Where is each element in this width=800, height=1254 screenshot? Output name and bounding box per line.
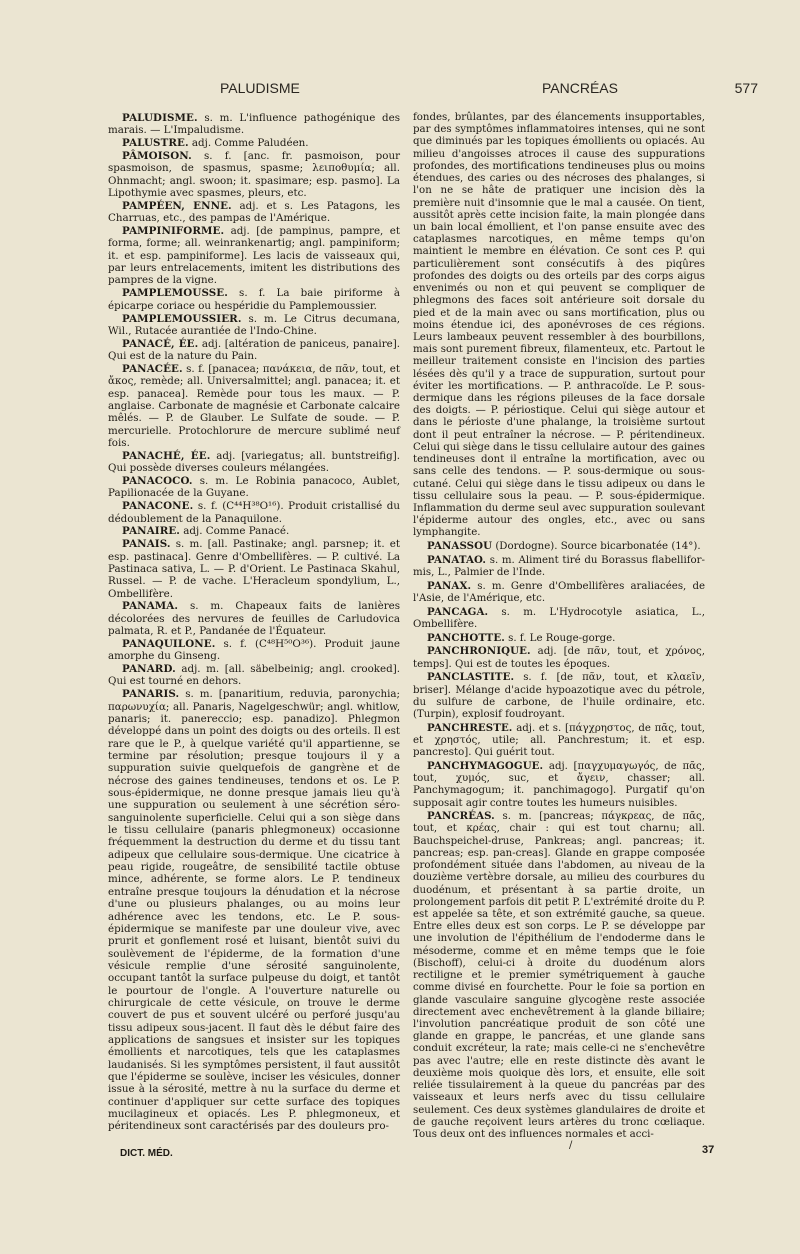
entry-text: s. m. Le Robinia panacoco, Aublet, Papilionacée de la Guyane.: [108, 474, 400, 500]
dictionary-entry: [108, 137, 400, 149]
entry-text: s. m. L'Hydrocotyle asiatica, L., Ombellifère.: [413, 606, 705, 630]
running-header: [100, 78, 760, 100]
dictionary-entry: [108, 663, 400, 688]
entry-text: adj. et s. Les Patagons, les Charruas, etc., des pampas de l'Amérique.: [108, 199, 400, 225]
entry-text: adj. et s. [πάγχρηστος, de πᾶς, tout, et χρηστός, utile; all. Panchrestum; it. et esp. pancresto]. Qui guérit tout.: [413, 722, 705, 759]
dictionary-entry: [108, 600, 400, 637]
dictionary-entry: [413, 671, 705, 721]
header-right-word: PANCRÉAS: [542, 80, 618, 96]
right-column: [413, 112, 705, 1142]
entry-headword: PANAIS.: [122, 538, 171, 551]
entry-headword: PANACOCO.: [122, 474, 193, 487]
dictionary-entry: [413, 540, 705, 553]
entry-text: s. m. [all. Pastinake; angl. parsnep; it. et esp. pastinaca]. Genre d'Ombellifères. — P. cultivé. La Pastinaca sativa, L. — P. d'Orient. Le Pastinaca Skahul, Russel. — P. de vache. L'Heracleum spondylium, L., Ombellifère.: [108, 538, 400, 600]
entry-text: s. f. [de πᾶν, tout, et κλαεῖν, briser]. Mélange d'acide hypoazotique avec du pétrole, du sulfure de carbone, de l'huile ordinaire, etc. (Turpin), explosif foudroyant.: [413, 672, 705, 720]
signature-number: 37: [702, 1144, 715, 1156]
entry-text: s. m. L'influence pathogénique des marais. — L'Impaludisme.: [108, 112, 400, 137]
dictionary-entry: [413, 760, 705, 810]
dictionary-entry: [413, 722, 705, 760]
dictionary-entry: [413, 632, 705, 645]
dictionary-entry: [413, 554, 705, 579]
dictionary-entry: [413, 580, 705, 605]
entry-headword: PANACÉ, ÉE.: [122, 337, 199, 350]
entry-text: s. m. [pancreas; πάγκρεας, de πᾶς, tout, et κρέας, chair : qui est tout charnu; all. Bauchspeichel-druse, Pankreas; angl. pancreas; it. pancreas; esp. pan-creas]. Glande en grappe composée profondément située dans l'abdomen, au niveau de la douzième vertèbre dorsale, au milieu des courbures du duodénum, et présentant à sa partie droite, un prolongement parfois dit petit P. L'extrémité droite du P. est appelée sa tête, et son extrémité gauche, sa queue. Entre elles deux est son corps. Le P. se développe par une involution de l'épithélium de l'endoderme dans le mésoderme, comme et en même temps que le foie (Bischoff), celui-ci à droite du duodénum alors rectiligne et le premier symétriquement à gauche comme divisé en fourchette. Pour le foie sa portion en glande vasculaire sanguine glycogène reste associée directement avec enchevêtrement à la glande biliaire; l'involution pancréatique produit de son côté une glande en grappe, le pancréas, et une glande sans conduit excréteur, la rate; mais celle-ci ne s'enchevêtre pas avec l'autre; elle en reste distincte dès avant le deuxième mois quoique dès lors, et ensuite, elle soit reliée tissulairement à la queue du pancréas par des vaisseaux et leurs nerfs avec du tissu cellulaire seulement. Ces deux systèmes glandulaires de droite et de gauche reçoivent leurs artères du tronc cœliaque. Tous deux ont des influences normales et acci-: [413, 811, 705, 1140]
dictionary-entry: [108, 338, 400, 363]
entry-headword: PANAIRE.: [122, 525, 180, 538]
dictionary-entry: [413, 810, 705, 1141]
entry-text: fondes, brûlantes, par des élancements insupportables, par des symptômes inflammatoires intenses, qui ne sont que diminués par les topiques émollients ou opiacés. Au milieu d'angoisses atroces il cause des suppurations profondes, des mortifications tendineuses plus ou moins étendues, des caries ou des nécroses des phalanges, si l'on ne se hâte de pratiquer une incision dès la première nuit d'insomnie que le mal a causée. On tient, aussitôt après cette incision faite, la main plongée dans un bain local émollient, et l'on panse ensuite avec des cataplasmes narcotiques, en même temps qu'on maintient le membre en élévation. Ce sont ces P. qui particulièrement sont consécutifs à des piqûres profondes des doigts ou des orteils par des corps aigus envenimés ou non et qui peuvent se compliquer de phlegmons des faces soit antérieure soit dorsale du pied et de la main avec ou sans mortification, plus ou moins étendue ici, des aponévroses de ces régions. Leurs lambeaux peuvent ressembler à des bourbillons, mais sont purement fibreux, filamenteux, etc. Partout le meilleur traitement consiste en l'incision des parties lésées dès qu'il y a trace de suppuration, surtout pour éviter les mortifications. — P. anthracoïde. Le P. sous-dermique dans les régions pileuses de la face dorsale des doigts. — P. périostique. Celui qui siège autour et dans le périoste d'une phalange, la troisième surtout dont il peut entraîner la nécrose. — P. péritendineux. Celui qui siège dans le tissu cellulaire autour des gaines tendineuses dont il entraîne la mortification, avec ou sans celle des tendons. — P. sous-dermique ou sous-cutané. Celui qui siège dans le tissu adipeux ou dans le tissu cellulaire sous la peau. — P. sous-épidermique. Inflammation du derme seul avec suppuration soulevant l'épiderme autour des ongles, etc., avec ou sans lymphangite.: [413, 112, 705, 539]
entry-text: s. m. [panaritium, reduvia, paronychia; παρωνυχία; all. Panaris, Nagelgeschwür; angl. whitlow, panaris; it. panereccio; esp. panadizo]. Phlegmon développé dans un point des doigts ou des orteils. Il est rare que le P., à quelque variété qu'il appartienne, se termine par résolution; presque toujours il y a suppuration suivie quelquefois de gangrène et de nécrose des gaines tendineuses, tendons et os. Le P. sous-épidermique, ne donne presque jamais lieu qu'à une suppuration ou seulement à une sécrétion séro-sanguinolente superficielle. Celui qui a son siège dans le tissu cellulaire (panaris phlegmoneux) occasionne fréquemment la destruction du derme et du tissu tant adipeux que cellulaire sous-dermique. Une cicatrice à peau rigide, rougeâtre, de sensibilité tactile obtuse mince, adhérente, se forme alors. Le P. tendineux entraîne presque toujours la dénudation et la nécrose d'une ou plusieurs phalanges, ou au moins leur adhérence avec les tendons, etc. Le P. sous-épidermique se manifeste par une douleur vive, avec prurit et gonflement rosé et luisant, bientôt suivi du soulèvement de l'épiderme, de la formation d'une vésicule remplie d'une sérosité sanguinolente, occupant tantôt la surface pulpeuse du doigt, et tantôt le pourtour de l'ongle. A l'ouverture naturelle ou chirurgicale de cette vésicule, on trouve le derme couvert de pus et souvent ulcéré ou perforé jusqu'au tissu adipeux sous-jacent. Il faut dès le début faire des applications de sangsues et insister sur les topiques émollients et narcotiques, tels que les cataplasmes laudanisés. Si les symptômes persistent, il faut aussitôt que l'épiderme se soulève, inciser les vésicules, donner issue à la sérosité, mettre à nu la surface du derme et continuer d'appliquer sur cette surface des topiques mucilagineux et opiacés. Les P. phlegmoneux, et péritendineux sont caractérisés par des douleurs pro-: [108, 688, 400, 1133]
dictionary-entry: [108, 363, 400, 449]
dictionary-entry: [108, 287, 400, 312]
entry-text: s. m. Genre d'Ombellifères araliacées, de l'Asie, de l'Amérique, etc.: [413, 580, 705, 605]
entry-headword: PALUDISME.: [122, 112, 198, 124]
entry-headword: PAMPLEMOUSSE.: [122, 287, 228, 300]
dictionary-entry: [413, 645, 705, 670]
entry-headword: PANATAO.: [427, 553, 487, 566]
entry-headword: PANARD.: [122, 663, 176, 676]
entry-headword: PANACÉE.: [122, 362, 183, 375]
entry-headword: PAMPLEMOUSSIER.: [122, 312, 242, 325]
dictionary-entry: [108, 538, 400, 600]
entry-headword: PALUSTRE.: [122, 137, 189, 150]
entry-headword: PANACHÉ, ÉE.: [122, 449, 211, 462]
dictionary-entry: [108, 200, 400, 225]
footer-mark: /: [569, 1140, 573, 1151]
entry-headword: PANCAGA.: [427, 605, 489, 618]
entry-headword: PANACONE.: [122, 500, 194, 513]
entry-headword: PANCRÉAS.: [427, 810, 495, 823]
entry-text: s. f. La baie piriforme à épicarpe coriace ou hespéridie du Pamplemoussier.: [108, 287, 400, 312]
entry-headword: PÂMOISON.: [122, 150, 192, 163]
entry-text: adj. m. [all. säbelbeinig; angl. crooked]. Qui est tourné en dehors.: [108, 663, 400, 688]
entry-text: adj. [παγχυμαγωγός, de πᾶς, tout, χυμός, suc, et ἄγειν, chasser; all. Panchymagogum; it. panchimagogo]. Purgatif qu'on supposait agir contre toutes les humeurs nuisibles.: [413, 760, 705, 809]
entry-headword: PAMPINIFORME.: [122, 225, 225, 238]
entry-text: adj. [de pampinus, pampre, et forma, forme; all. weinrankenartig; angl. pampiniform; it. et esp. pampiniforme]. Les lacis de vaisseaux qui, par leurs entrelacements, imitent les distributions des pampres de la vigne.: [108, 225, 400, 287]
dictionary-entry: [108, 112, 400, 137]
entry-text: s. f. [panacea; πανάκεια, de πᾶν, tout, et ἄκος, remède; all. Universalmittel; angl. panacea; it. et esp. panacea]. Remède pour tous les maux. — P. anglaise. Carbonate de magnésie et Carbonate calcaire mêlés. — P. de Glauber. Le Sulfate de soude. — P. mercurielle. Protochlorure de mercure sublimé neuf fois.: [108, 362, 400, 449]
entry-headword: PANCHRONIQUE.: [427, 645, 531, 658]
entry-text: (Dordogne). Source bicarbonatée (14°).: [492, 541, 701, 553]
entry-headword: PANARIS.: [122, 688, 180, 701]
entry-headword: PANAX.: [427, 579, 472, 592]
entry-text: s. m. Chapeaux faits de lanières décolorées des nervures de feuilles de Carludovica palmata, R. et P., Pandanée de l'Équateur.: [108, 600, 400, 638]
entry-text: s. m. Le Citrus decumana, Wil., Rutacée aurantiée de l'Indo-Chine.: [108, 312, 400, 337]
entry-text: adj. [variegatus; all. buntstreifig]. Qui possède diverses couleurs mélangées.: [108, 449, 400, 475]
entry-text: s. f. Le Rouge-gorge.: [504, 632, 616, 644]
dictionary-entry: [108, 475, 400, 500]
dictionary-entry: [108, 450, 400, 475]
header-left-word: PALUDISME: [220, 80, 300, 96]
footer-dict-med: DICT. MÉD.: [120, 1148, 173, 1159]
entry-headword: PAMPÉEN, ENNE.: [122, 199, 232, 212]
dictionary-entry: [108, 525, 400, 537]
dictionary-entry: [108, 225, 400, 287]
entry-headword: PANASSOU: [427, 540, 493, 553]
entry-headword: PANCLASTITE.: [427, 671, 515, 684]
entry-headword: PANCHOTTE.: [427, 631, 505, 644]
entry-text: s. m. Aliment tiré du Borassus flabellifor-mis, L., Palmier de l'Inde.: [413, 554, 705, 579]
page-number: 577: [734, 80, 758, 96]
dictionary-entry: [413, 606, 705, 631]
entry-headword: PANAMA.: [122, 600, 179, 613]
dictionary-entry: [108, 500, 400, 525]
dictionary-entry: [108, 313, 400, 338]
entry-text: s. f. (C⁴⁴H³⁸O¹⁶). Produit cristallisé du dédoublement de la Panaquilone.: [108, 500, 400, 525]
entry-text: adj. [de πᾶν, tout, et χρόνος, temps]. Qui est de toutes les époques.: [413, 646, 705, 670]
dictionary-entry: [108, 638, 400, 663]
entry-text: adj. Comme Panacé.: [180, 525, 290, 538]
entry-text: s. f. [anc. fr. pasmoison, pour spasmoison, de spasmus, spasme; λειποθυμία; all. Ohnmacht; angl. swoon; it. spasimare; esp. pasmo]. La Lipothymie avec spasmes, pleurs, etc.: [108, 150, 400, 200]
left-column: [108, 112, 400, 1133]
dictionary-entry: [108, 688, 400, 1132]
entry-text: s. f. (C⁴⁸H⁵⁰O³⁶). Produit jaune amorphe du Ginseng.: [108, 637, 400, 663]
entry-headword: PANCHRESTE.: [427, 721, 513, 734]
dictionary-entry: [108, 150, 400, 199]
entry-text: adj. Comme Paludéen.: [188, 137, 309, 150]
entry-headword: PANCHYMAGOGUE.: [427, 759, 544, 772]
entry-headword: PANAQUILONE.: [122, 637, 216, 650]
dictionary-entry: [413, 112, 705, 540]
entry-text: adj. [altération de paniceus, panaire]. Qui est de la nature du Pain.: [108, 337, 400, 363]
